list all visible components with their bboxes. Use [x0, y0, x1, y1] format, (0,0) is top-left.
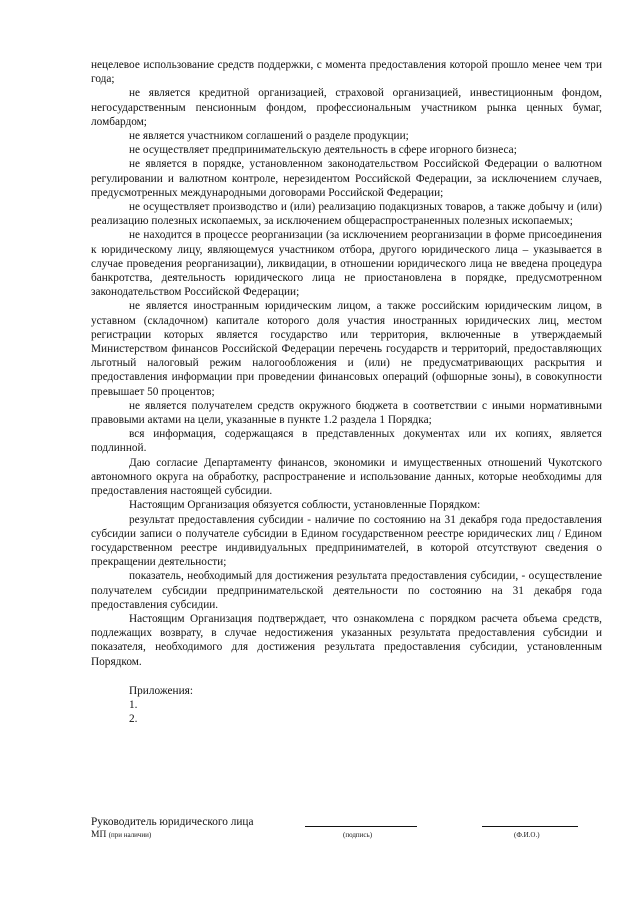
stamp-note: (при наличии)	[108, 831, 152, 839]
attachment-item: 1.	[129, 698, 138, 711]
paragraph: не осуществляет производство и (или) реализацию подакцизных товаров, а также добычу и (или) реализацию полезных ископаемых, за исключением общераспространенных полезных ископаемых;	[91, 201, 602, 228]
attachments-title: Приложения:	[129, 684, 193, 697]
paragraph: не является получателем средств окружного бюджета в соответствии с иными нормативными правовыми актами на цели, указанные в пункте 1.2 раздела 1 Порядка;	[91, 399, 602, 427]
signature-caption: (подпись)	[343, 831, 373, 839]
paragraph: вся информация, содержащаяся в представленных документах или их копиях, является подлинной.	[91, 428, 602, 455]
paragraph: не является в порядке, установленном законодательством Российской Федерации о валютном регулировании и валютном контроле, нерезидентом Российской Федерации, за исключением случаев, предусмотренных международными договорами Российской Федерации;	[91, 158, 602, 199]
signature-line	[305, 826, 417, 827]
paragraph: не является иностранным юридическим лицом, а также российским юридическим лицом, в уставном (складочном) капитале которого доля участия иностранных юридических лиц, местом регистрации которых является государство или территория, включенные в утверждаемый Министерством финансов Российской Федерации перечень государств и территорий, предоставляющих льготный налоговый режим налогообложения и (или) не предусматривающих раскрытия и предоставления информации при проведении финансовых операций (офшорные зоны), в совокупности превышает 50 процентов;	[91, 300, 602, 398]
stamp-label: МП	[91, 830, 107, 840]
attachments-section	[91, 684, 602, 727]
attachment-item: 2.	[129, 713, 138, 726]
name-caption: (Ф.И.О.)	[514, 831, 540, 839]
stamp-place	[91, 830, 151, 841]
paragraph: не является кредитной организацией, страховой организацией, инвестиционным фондом, негосударственным пенсионным фондом, профессиональным участником рынка ценных бумаг, ломбардом;	[91, 87, 602, 128]
document-body	[91, 58, 602, 726]
paragraph: нецелевое использование средств поддержки, с момента предоставления которой прошло менее чем три года;	[91, 59, 602, 86]
paragraph: показатель, необходимый для достижения результата предоставления субсидии, - осуществление получателем субсидии предпринимательской деятельности по состоянию на 31 декабря года предоставления субсидии.	[91, 570, 602, 611]
paragraph: не находится в процессе реорганизации (за исключением реорганизации в форме присоединения к юридическому лицу, являющемуся участником отбора, другого юридического лица – указывается в случае проведения реорганизации), ликвидации, в отношении юридического лица не введена процедура банкротства, деятельность юридического лица не приостановлена в порядке, предусмотренном законодательством Российской Федерации;	[91, 229, 602, 299]
paragraph: не является участником соглашений о разделе продукции;	[129, 130, 409, 143]
paragraph: Настоящим Организация подтверждает, что ознакомлена с порядком расчета объема средств, подлежащих возврату, в случае недостижения указанных результата предоставления субсидии и показателя, необходимого для достижения результата предоставления субсидии, установленным Порядком.	[91, 612, 602, 668]
paragraph: Даю согласие Департаменту финансов, экономики и имущественных отношений Чукотского автономного округа на обработку, распространение и использование данных, которые необходимы для предоставления настоящей субсидии.	[91, 456, 602, 498]
signatory-label: Руководитель юридического лица	[91, 816, 254, 828]
paragraph: не осуществляет предпринимательскую деятельность в сфере игорного бизнеса;	[129, 144, 517, 157]
paragraph: Настоящим Организация обязуется соблюсти, установленные Порядком:	[129, 499, 481, 512]
paragraph: результат предоставления субсидии - наличие по состоянию на 31 декабря года предоставления субсидии записи о получателе субсидии в Едином государственном реестре юридических лиц / Едином государственном реестре индивидуальных предпринимателей, в которой отсутствуют сведения о прекращении деятельности;	[91, 513, 602, 569]
name-line	[482, 826, 578, 827]
